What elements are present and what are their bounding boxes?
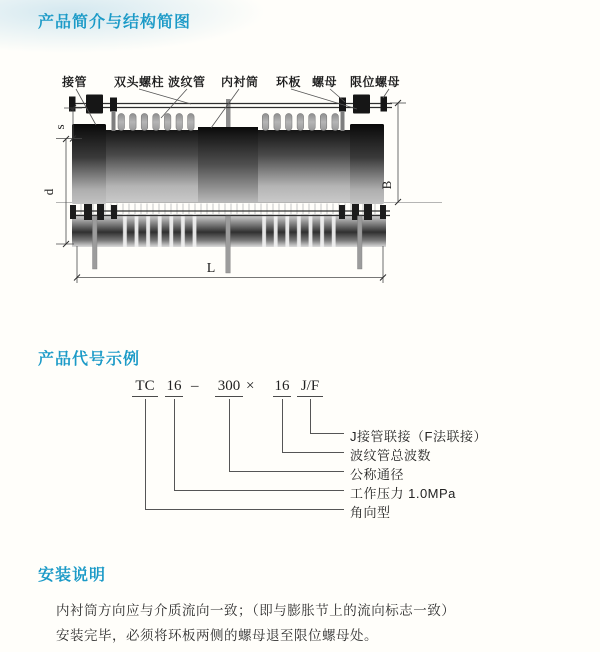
- code-part-diameter: 300: [215, 378, 243, 397]
- code-separator-dash: –: [191, 378, 199, 394]
- callout-leader-line: [145, 509, 344, 510]
- callout-leader-line: [310, 399, 311, 433]
- callout-angular-type: 角向型: [350, 505, 391, 520]
- callout-leader-line: [174, 399, 175, 490]
- callout-working-pressure: 工作压力 1.0MPa: [350, 486, 456, 501]
- part-label-connecting-pipe: 接管: [62, 75, 88, 89]
- code-part-wave-count: 16: [273, 378, 291, 397]
- pipe-end-left: [72, 124, 106, 204]
- dim-label-d: d: [41, 188, 56, 196]
- part-label-inner-liner: 内衬筒: [221, 75, 259, 89]
- callout-nominal-diameter: 公称通径: [350, 467, 405, 482]
- callout-wave-count: 波纹管总波数: [350, 448, 432, 463]
- install-note-line-2: 安装完毕，必须将环板两侧的螺母退至限位螺母处。: [56, 628, 378, 643]
- code-part-connection: J/F: [297, 378, 323, 397]
- dim-label-b: B: [379, 180, 394, 190]
- part-label-bellows: 波纹管: [168, 75, 206, 89]
- part-label-double-end-stud: 双头螺柱: [114, 75, 165, 89]
- top-half-view: [69, 95, 392, 205]
- callout-leader-line: [229, 399, 230, 471]
- code-part-type: TC: [132, 378, 158, 397]
- part-label-ring-plate: 环板: [276, 75, 302, 89]
- callout-leader-line: [145, 399, 146, 509]
- install-note-line-1: 内衬筒方向应与介质流向一致；（即与膨胀节上的流向标志一致）: [56, 603, 456, 618]
- part-label-limit-nut: 限位螺母: [350, 75, 401, 89]
- code-part-pressure: 16: [165, 378, 183, 397]
- section-title-product-code: 产品代号示例: [38, 351, 141, 368]
- structure-diagram: [40, 66, 460, 300]
- code-separator-times: ×: [246, 378, 255, 394]
- part-label-nut: 螺母: [312, 75, 338, 89]
- bellows-crowns-right: [262, 114, 338, 131]
- dim-label-l: L: [206, 261, 216, 276]
- section-title-product-intro: 产品简介与结构简图: [38, 14, 192, 31]
- callout-leader-line: [229, 471, 344, 472]
- callout-leader-line: [282, 399, 283, 452]
- bellows-crowns-left: [118, 114, 194, 131]
- callout-leader-line: [174, 490, 344, 491]
- pipe-end-right: [350, 124, 384, 204]
- callout-leader-line: [282, 452, 344, 453]
- callout-connection-type: J接管联接（F法联接）: [350, 429, 487, 444]
- section-title-installation: 安装说明: [38, 567, 107, 584]
- bottom-half-view: [70, 204, 390, 274]
- liner-collar: [198, 127, 258, 202]
- dim-label-s: s: [52, 124, 67, 130]
- callout-leader-line: [310, 433, 344, 434]
